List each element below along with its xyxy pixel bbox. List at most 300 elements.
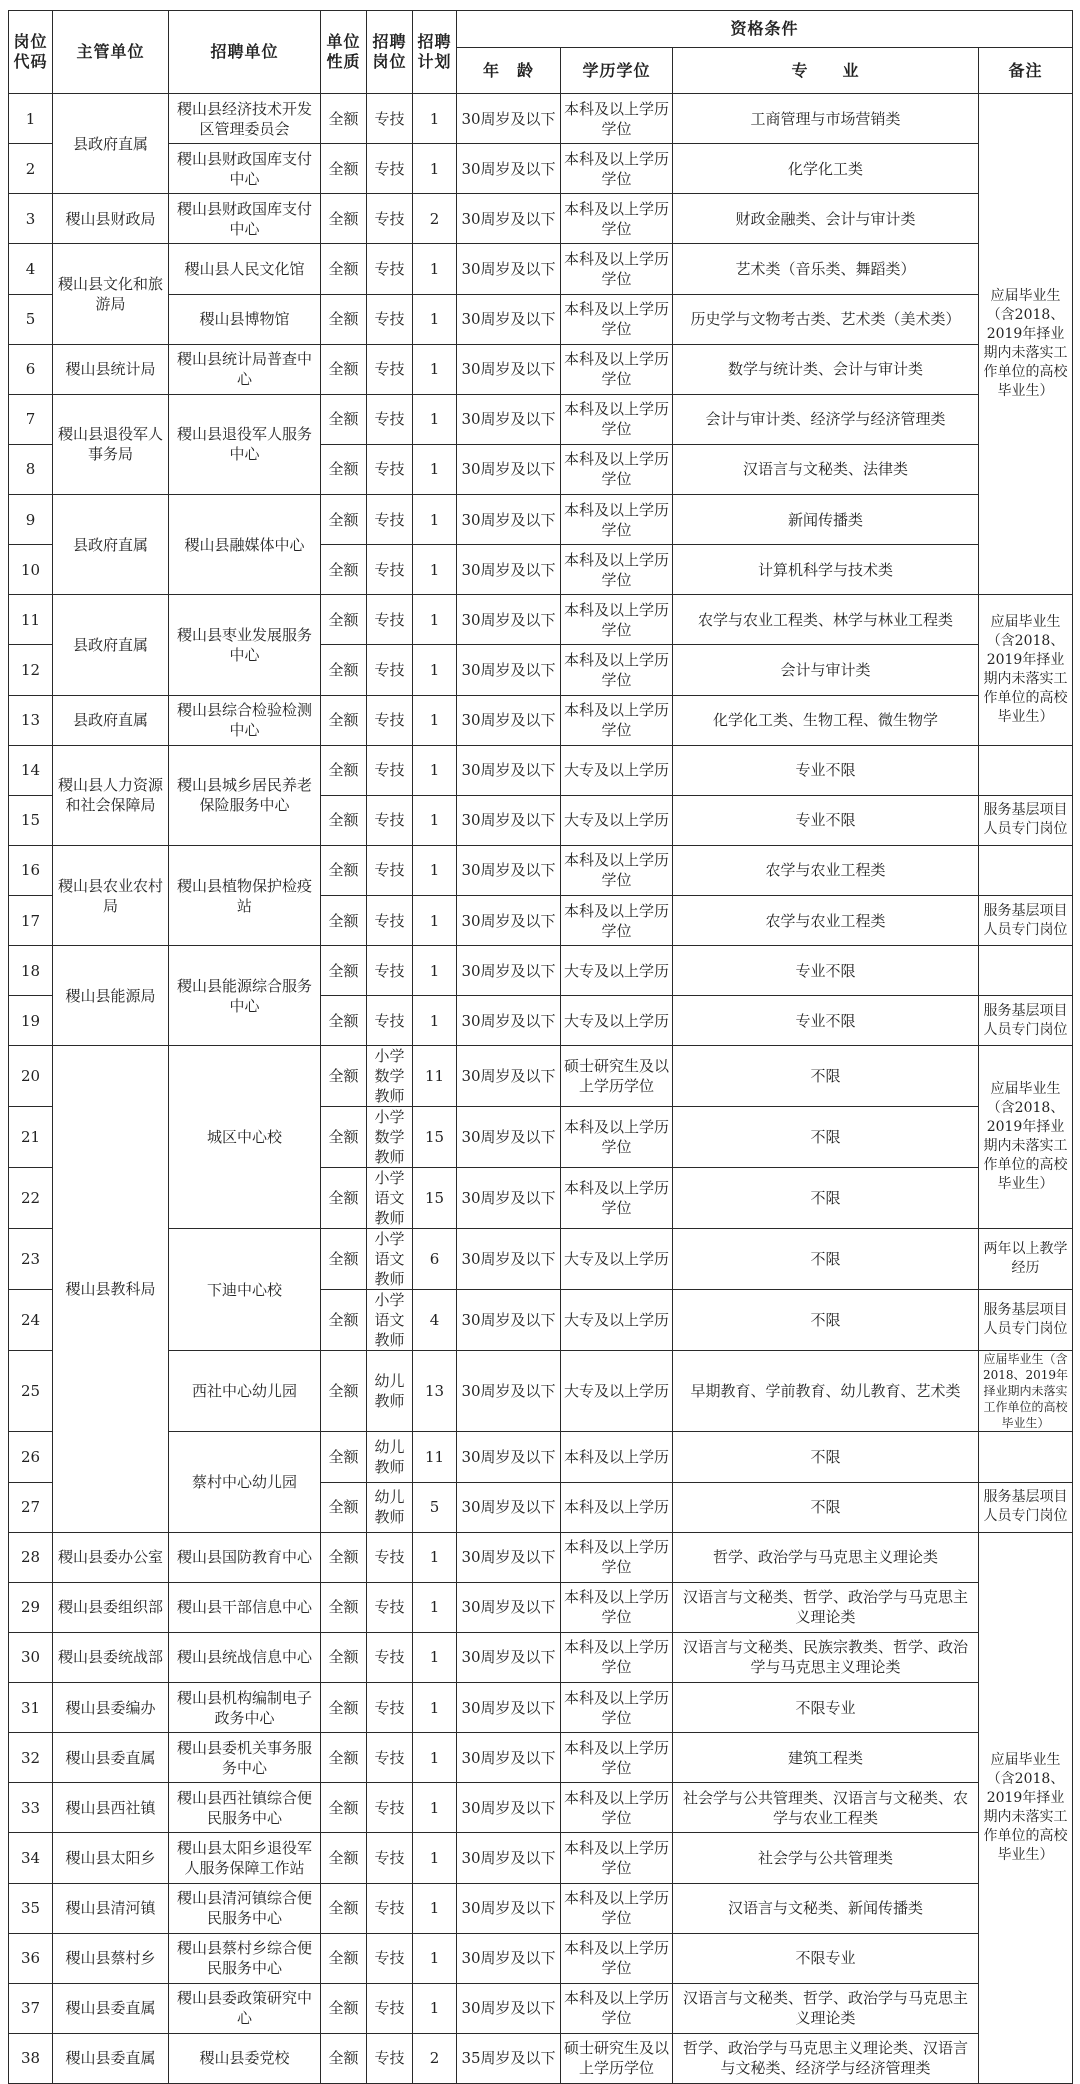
age-cell: 30周岁及以下 (457, 495, 561, 545)
unit-cell: 稷山县城乡居民养老保险服务中心 (169, 745, 321, 845)
edu-cell: 硕士研究生及以上学历学位 (561, 2033, 673, 2083)
age-cell: 30周岁及以下 (457, 1883, 561, 1933)
plan-cell: 1 (413, 795, 457, 845)
header-plan: 招聘计划 (413, 11, 457, 94)
post-code: 19 (9, 996, 53, 1046)
major-cell: 不限 (673, 1107, 979, 1168)
unit-cell: 下迪中心校 (169, 1229, 321, 1351)
plan-cell: 1 (413, 845, 457, 895)
age-cell: 30周岁及以下 (457, 394, 561, 444)
post-cell: 小学数学教师 (367, 1046, 413, 1107)
post-code: 15 (9, 795, 53, 845)
major-cell: 汉语言与文秘类、法律类 (673, 444, 979, 494)
nature-cell: 全额 (321, 1683, 367, 1733)
unit-cell: 稷山县财政国库支付中心 (169, 144, 321, 194)
post-code: 29 (9, 1582, 53, 1632)
nature-cell: 全额 (321, 1733, 367, 1783)
header-edu: 学历学位 (561, 48, 673, 94)
edu-cell: 本科及以上学历学位 (561, 1632, 673, 1682)
post-cell: 专技 (367, 294, 413, 344)
age-cell: 30周岁及以下 (457, 1432, 561, 1482)
unit-cell: 稷山县统计局普查中心 (169, 344, 321, 394)
nature-cell: 全额 (321, 294, 367, 344)
table-row (9, 1683, 1073, 1733)
unit-cell: 稷山县枣业发展服务中心 (169, 595, 321, 695)
nature-cell: 全额 (321, 1351, 367, 1432)
table-row (9, 1883, 1073, 1933)
age-cell: 30周岁及以下 (457, 1532, 561, 1582)
edu-cell: 本科及以上学历学位 (561, 595, 673, 645)
age-cell: 30周岁及以下 (457, 795, 561, 845)
dept-cell: 稷山县财政局 (53, 194, 169, 244)
unit-cell: 稷山县融媒体中心 (169, 495, 321, 595)
edu-cell: 硕士研究生及以上学历学位 (561, 1046, 673, 1107)
post-cell: 专技 (367, 1632, 413, 1682)
table-row (9, 1432, 1073, 1482)
plan-cell: 1 (413, 1683, 457, 1733)
post-code: 13 (9, 695, 53, 745)
age-cell: 30周岁及以下 (457, 1683, 561, 1733)
table-row (9, 1351, 1073, 1432)
edu-cell: 本科及以上学历学位 (561, 1582, 673, 1632)
major-cell: 汉语言与文秘类、民族宗教类、哲学、政治学与马克思主义理论类 (673, 1632, 979, 1682)
dept-cell: 稷山县委直属 (53, 2033, 169, 2083)
table-row (9, 94, 1073, 144)
post-code: 27 (9, 1482, 53, 1532)
plan-cell: 1 (413, 745, 457, 795)
plan-cell: 1 (413, 996, 457, 1046)
nature-cell: 全额 (321, 2033, 367, 2083)
major-cell: 历史学与文物考古类、艺术类（美术类） (673, 294, 979, 344)
unit-cell: 城区中心校 (169, 1046, 321, 1229)
post-code: 34 (9, 1833, 53, 1883)
nature-cell: 全额 (321, 344, 367, 394)
plan-cell: 1 (413, 444, 457, 494)
edu-cell: 大专及以上学历 (561, 1351, 673, 1432)
post-code: 26 (9, 1432, 53, 1482)
major-cell: 建筑工程类 (673, 1733, 979, 1783)
nature-cell: 全额 (321, 1482, 367, 1532)
post-cell: 专技 (367, 94, 413, 144)
post-cell: 专技 (367, 645, 413, 695)
plan-cell: 1 (413, 244, 457, 294)
plan-cell: 1 (413, 595, 457, 645)
major-cell: 会计与审计类、经济学与经济管理类 (673, 394, 979, 444)
dept-cell: 稷山县退役军人事务局 (53, 394, 169, 494)
major-cell: 化学化工类、生物工程、微生物学 (673, 695, 979, 745)
post-cell: 专技 (367, 795, 413, 845)
post-code: 25 (9, 1351, 53, 1432)
header-qualifications: 资格条件 (457, 11, 1073, 48)
plan-cell: 15 (413, 1107, 457, 1168)
nature-cell: 全额 (321, 495, 367, 545)
edu-cell: 本科及以上学历学位 (561, 244, 673, 294)
edu-cell: 本科及以上学历学位 (561, 444, 673, 494)
post-code: 10 (9, 545, 53, 595)
table-row (9, 344, 1073, 394)
post-cell: 专技 (367, 344, 413, 394)
dept-cell: 稷山县太阳乡 (53, 1833, 169, 1883)
plan-cell: 2 (413, 2033, 457, 2083)
post-code: 4 (9, 244, 53, 294)
major-cell: 艺术类（音乐类、舞蹈类） (673, 244, 979, 294)
post-cell: 专技 (367, 1883, 413, 1933)
post-cell: 幼儿教师 (367, 1432, 413, 1482)
edu-cell: 本科及以上学历 (561, 1482, 673, 1532)
major-cell: 不限 (673, 1168, 979, 1229)
edu-cell: 本科及以上学历学位 (561, 144, 673, 194)
age-cell: 30周岁及以下 (457, 1046, 561, 1107)
table-row (9, 1933, 1073, 1983)
plan-cell: 1 (413, 946, 457, 996)
dept-cell: 稷山县教科局 (53, 1046, 169, 1532)
post-cell: 专技 (367, 695, 413, 745)
age-cell: 30周岁及以下 (457, 595, 561, 645)
unit-cell: 稷山县清河镇综合便民服务中心 (169, 1883, 321, 1933)
age-cell: 30周岁及以下 (457, 1733, 561, 1783)
post-code: 24 (9, 1290, 53, 1351)
header-dept: 主管单位 (53, 11, 169, 94)
recruitment-table (8, 10, 1073, 2084)
edu-cell: 本科及以上学历 (561, 1432, 673, 1482)
plan-cell: 1 (413, 94, 457, 144)
remark-cell: 应届毕业生（含2018、2019年择业期内未落实工作单位的高校毕业生） (979, 1532, 1073, 2083)
plan-cell: 1 (413, 1582, 457, 1632)
dept-cell: 县政府直属 (53, 495, 169, 595)
age-cell: 30周岁及以下 (457, 1229, 561, 1290)
nature-cell: 全额 (321, 1290, 367, 1351)
post-cell: 专技 (367, 1933, 413, 1983)
post-cell: 专技 (367, 595, 413, 645)
table-row (9, 495, 1073, 545)
dept-cell: 稷山县委办公室 (53, 1532, 169, 1582)
edu-cell: 本科及以上学历学位 (561, 394, 673, 444)
post-code: 14 (9, 745, 53, 795)
post-cell: 专技 (367, 1683, 413, 1733)
nature-cell: 全额 (321, 645, 367, 695)
major-cell: 会计与审计类 (673, 645, 979, 695)
age-cell: 30周岁及以下 (457, 144, 561, 194)
major-cell: 不限 (673, 1482, 979, 1532)
post-code: 28 (9, 1532, 53, 1582)
edu-cell: 本科及以上学历学位 (561, 1783, 673, 1833)
post-cell: 专技 (367, 545, 413, 595)
dept-cell: 稷山县统计局 (53, 344, 169, 394)
age-cell: 30周岁及以下 (457, 645, 561, 695)
post-code: 20 (9, 1046, 53, 1107)
nature-cell: 全额 (321, 595, 367, 645)
post-code: 37 (9, 1983, 53, 2033)
age-cell: 30周岁及以下 (457, 996, 561, 1046)
post-cell: 专技 (367, 2033, 413, 2083)
post-code: 1 (9, 94, 53, 144)
nature-cell: 全额 (321, 545, 367, 595)
unit-cell: 稷山县经济技术开发区管理委员会 (169, 94, 321, 144)
nature-cell: 全额 (321, 1883, 367, 1933)
major-cell: 专业不限 (673, 745, 979, 795)
dept-cell: 稷山县蔡村乡 (53, 1933, 169, 1983)
post-code: 38 (9, 2033, 53, 2083)
plan-cell: 6 (413, 1229, 457, 1290)
dept-cell: 稷山县农业农村局 (53, 845, 169, 945)
edu-cell: 本科及以上学历学位 (561, 896, 673, 946)
table-row (9, 1229, 1073, 1290)
post-cell: 专技 (367, 1582, 413, 1632)
age-cell: 30周岁及以下 (457, 94, 561, 144)
nature-cell: 全额 (321, 695, 367, 745)
unit-cell: 稷山县太阳乡退役军人服务保障工作站 (169, 1833, 321, 1883)
major-cell: 社会学与公共管理类、汉语言与文秘类、农学与农业工程类 (673, 1783, 979, 1833)
unit-cell: 稷山县国防教育中心 (169, 1532, 321, 1582)
edu-cell: 本科及以上学历学位 (561, 845, 673, 895)
unit-cell: 稷山县财政国库支付中心 (169, 194, 321, 244)
post-cell: 专技 (367, 896, 413, 946)
post-cell: 专技 (367, 1833, 413, 1883)
remark-cell: 服务基层项目人员专门岗位 (979, 996, 1073, 1046)
edu-cell: 本科及以上学历学位 (561, 294, 673, 344)
edu-cell: 本科及以上学历学位 (561, 1683, 673, 1733)
table-body (9, 94, 1073, 2084)
nature-cell: 全额 (321, 1983, 367, 2033)
unit-cell: 稷山县蔡村乡综合便民服务中心 (169, 1933, 321, 1983)
dept-cell: 稷山县人力资源和社会保障局 (53, 745, 169, 845)
nature-cell: 全额 (321, 1532, 367, 1582)
table-row (9, 595, 1073, 645)
plan-cell: 1 (413, 394, 457, 444)
edu-cell: 大专及以上学历 (561, 946, 673, 996)
age-cell: 30周岁及以下 (457, 845, 561, 895)
remark-cell: 应届毕业生（含2018、2019年择业期内未落实工作单位的高校毕业生） (979, 1351, 1073, 1432)
table-row (9, 1833, 1073, 1883)
remark-cell: 应届毕业生（含2018、2019年择业期内未落实工作单位的高校毕业生） (979, 1046, 1073, 1229)
dept-cell: 县政府直属 (53, 695, 169, 745)
table-row (9, 394, 1073, 444)
nature-cell: 全额 (321, 444, 367, 494)
edu-cell: 本科及以上学历学位 (561, 1933, 673, 1983)
post-cell: 专技 (367, 745, 413, 795)
major-cell: 计算机科学与技术类 (673, 545, 979, 595)
age-cell: 30周岁及以下 (457, 1632, 561, 1682)
post-cell: 专技 (367, 1733, 413, 1783)
remark-cell (979, 946, 1073, 996)
age-cell: 30周岁及以下 (457, 946, 561, 996)
table-row (9, 1733, 1073, 1783)
dept-cell: 县政府直属 (53, 94, 169, 194)
nature-cell: 全额 (321, 1168, 367, 1229)
nature-cell: 全额 (321, 1229, 367, 1290)
nature-cell: 全额 (321, 745, 367, 795)
edu-cell: 大专及以上学历 (561, 1290, 673, 1351)
plan-cell: 1 (413, 1783, 457, 1833)
post-code: 18 (9, 946, 53, 996)
nature-cell: 全额 (321, 1046, 367, 1107)
dept-cell: 稷山县能源局 (53, 946, 169, 1046)
age-cell: 30周岁及以下 (457, 294, 561, 344)
nature-cell: 全额 (321, 1582, 367, 1632)
plan-cell: 1 (413, 1933, 457, 1983)
post-code: 7 (9, 394, 53, 444)
dept-cell: 稷山县委统战部 (53, 1632, 169, 1682)
plan-cell: 1 (413, 1833, 457, 1883)
plan-cell: 1 (413, 1532, 457, 1582)
post-cell: 专技 (367, 495, 413, 545)
age-cell: 30周岁及以下 (457, 1168, 561, 1229)
header-age: 年 龄 (457, 48, 561, 94)
unit-cell: 西社中心幼儿园 (169, 1351, 321, 1432)
table-row (9, 1582, 1073, 1632)
remark-cell: 服务基层项目人员专门岗位 (979, 1290, 1073, 1351)
header-post: 招聘岗位 (367, 11, 413, 94)
table-row (9, 194, 1073, 244)
nature-cell: 全额 (321, 244, 367, 294)
post-cell: 小学语文教师 (367, 1168, 413, 1229)
table-row (9, 294, 1073, 344)
unit-cell: 稷山县综合检验检测中心 (169, 695, 321, 745)
table-row (9, 244, 1073, 294)
edu-cell: 大专及以上学历 (561, 745, 673, 795)
age-cell: 35周岁及以下 (457, 2033, 561, 2083)
dept-cell: 稷山县文化和旅游局 (53, 244, 169, 344)
post-cell: 专技 (367, 394, 413, 444)
unit-cell: 稷山县植物保护检疫站 (169, 845, 321, 945)
nature-cell: 全额 (321, 1432, 367, 1482)
header-remark: 备注 (979, 48, 1073, 94)
table-row (9, 695, 1073, 745)
post-cell: 专技 (367, 244, 413, 294)
age-cell: 30周岁及以下 (457, 1290, 561, 1351)
plan-cell: 4 (413, 1290, 457, 1351)
remark-cell: 应届毕业生（含2018、2019年择业期内未落实工作单位的高校毕业生） (979, 94, 1073, 595)
plan-cell: 1 (413, 1632, 457, 1682)
plan-cell: 1 (413, 144, 457, 194)
table-row (9, 1532, 1073, 1582)
plan-cell: 1 (413, 344, 457, 394)
major-cell: 数学与统计类、会计与审计类 (673, 344, 979, 394)
major-cell: 不限 (673, 1229, 979, 1290)
post-code: 12 (9, 645, 53, 695)
remark-cell: 应届毕业生（含2018、2019年择业期内未落实工作单位的高校毕业生） (979, 595, 1073, 745)
plan-cell: 1 (413, 645, 457, 695)
remark-cell: 服务基层项目人员专门岗位 (979, 896, 1073, 946)
plan-cell: 1 (413, 545, 457, 595)
unit-cell: 稷山县博物馆 (169, 294, 321, 344)
major-cell: 不限专业 (673, 1933, 979, 1983)
plan-cell: 1 (413, 495, 457, 545)
major-cell: 不限 (673, 1290, 979, 1351)
unit-cell: 稷山县委政策研究中心 (169, 1983, 321, 2033)
age-cell: 30周岁及以下 (457, 1783, 561, 1833)
nature-cell: 全额 (321, 1783, 367, 1833)
major-cell: 汉语言与文秘类、新闻传播类 (673, 1883, 979, 1933)
edu-cell: 本科及以上学历学位 (561, 1833, 673, 1883)
age-cell: 30周岁及以下 (457, 244, 561, 294)
unit-cell: 稷山县委机关事务服务中心 (169, 1733, 321, 1783)
table-row (9, 1983, 1073, 2033)
plan-cell: 5 (413, 1482, 457, 1532)
major-cell: 专业不限 (673, 946, 979, 996)
age-cell: 30周岁及以下 (457, 1482, 561, 1532)
post-code: 33 (9, 1783, 53, 1833)
age-cell: 30周岁及以下 (457, 1983, 561, 2033)
edu-cell: 大专及以上学历 (561, 1229, 673, 1290)
unit-cell: 稷山县委党校 (169, 2033, 321, 2083)
nature-cell: 全额 (321, 144, 367, 194)
edu-cell: 本科及以上学历学位 (561, 1733, 673, 1783)
plan-cell: 1 (413, 1733, 457, 1783)
edu-cell: 大专及以上学历 (561, 996, 673, 1046)
post-cell: 幼儿教师 (367, 1482, 413, 1532)
major-cell: 汉语言与文秘类、哲学、政治学与马克思主义理论类 (673, 1983, 979, 2033)
dept-cell: 稷山县委直属 (53, 1733, 169, 1783)
post-code: 23 (9, 1229, 53, 1290)
post-code: 11 (9, 595, 53, 645)
major-cell: 专业不限 (673, 996, 979, 1046)
nature-cell: 全额 (321, 1107, 367, 1168)
remark-cell: 服务基层项目人员专门岗位 (979, 1482, 1073, 1532)
major-cell: 哲学、政治学与马克思主义理论类、汉语言与文秘类、经济学与经济管理类 (673, 2033, 979, 2083)
age-cell: 30周岁及以下 (457, 194, 561, 244)
edu-cell: 本科及以上学历学位 (561, 94, 673, 144)
unit-cell: 稷山县退役军人服务中心 (169, 394, 321, 494)
post-cell: 专技 (367, 194, 413, 244)
plan-cell: 1 (413, 896, 457, 946)
age-cell: 30周岁及以下 (457, 444, 561, 494)
plan-cell: 11 (413, 1432, 457, 1482)
major-cell: 工商管理与市场营销类 (673, 94, 979, 144)
age-cell: 30周岁及以下 (457, 695, 561, 745)
dept-cell: 稷山县清河镇 (53, 1883, 169, 1933)
post-code: 6 (9, 344, 53, 394)
major-cell: 哲学、政治学与马克思主义理论类 (673, 1532, 979, 1582)
header-row-1 (9, 11, 1073, 48)
nature-cell: 全额 (321, 896, 367, 946)
age-cell: 30周岁及以下 (457, 1107, 561, 1168)
dept-cell: 稷山县西社镇 (53, 1783, 169, 1833)
plan-cell: 15 (413, 1168, 457, 1229)
post-cell: 小学语文教师 (367, 1229, 413, 1290)
header-major: 专 业 (673, 48, 979, 94)
plan-cell: 1 (413, 294, 457, 344)
age-cell: 30周岁及以下 (457, 1351, 561, 1432)
unit-cell: 稷山县机构编制电子政务中心 (169, 1683, 321, 1733)
major-cell: 农学与农业工程类 (673, 896, 979, 946)
post-code: 2 (9, 144, 53, 194)
post-code: 16 (9, 845, 53, 895)
major-cell: 不限 (673, 1046, 979, 1107)
major-cell: 新闻传播类 (673, 495, 979, 545)
edu-cell: 本科及以上学历学位 (561, 344, 673, 394)
nature-cell: 全额 (321, 94, 367, 144)
edu-cell: 本科及以上学历学位 (561, 495, 673, 545)
plan-cell: 2 (413, 194, 457, 244)
major-cell: 化学化工类 (673, 144, 979, 194)
remark-cell (979, 845, 1073, 895)
header-nature: 单位性质 (321, 11, 367, 94)
table-row (9, 1783, 1073, 1833)
major-cell: 不限专业 (673, 1683, 979, 1733)
age-cell: 30周岁及以下 (457, 344, 561, 394)
post-cell: 小学数学教师 (367, 1107, 413, 1168)
age-cell: 30周岁及以下 (457, 896, 561, 946)
table-row (9, 2033, 1073, 2083)
major-cell: 早期教育、学前教育、幼儿教育、艺术类 (673, 1351, 979, 1432)
age-cell: 30周岁及以下 (457, 745, 561, 795)
post-code: 3 (9, 194, 53, 244)
dept-cell: 稷山县委编办 (53, 1683, 169, 1733)
post-cell: 专技 (367, 1983, 413, 2033)
age-cell: 30周岁及以下 (457, 545, 561, 595)
remark-cell: 两年以上教学经历 (979, 1229, 1073, 1290)
